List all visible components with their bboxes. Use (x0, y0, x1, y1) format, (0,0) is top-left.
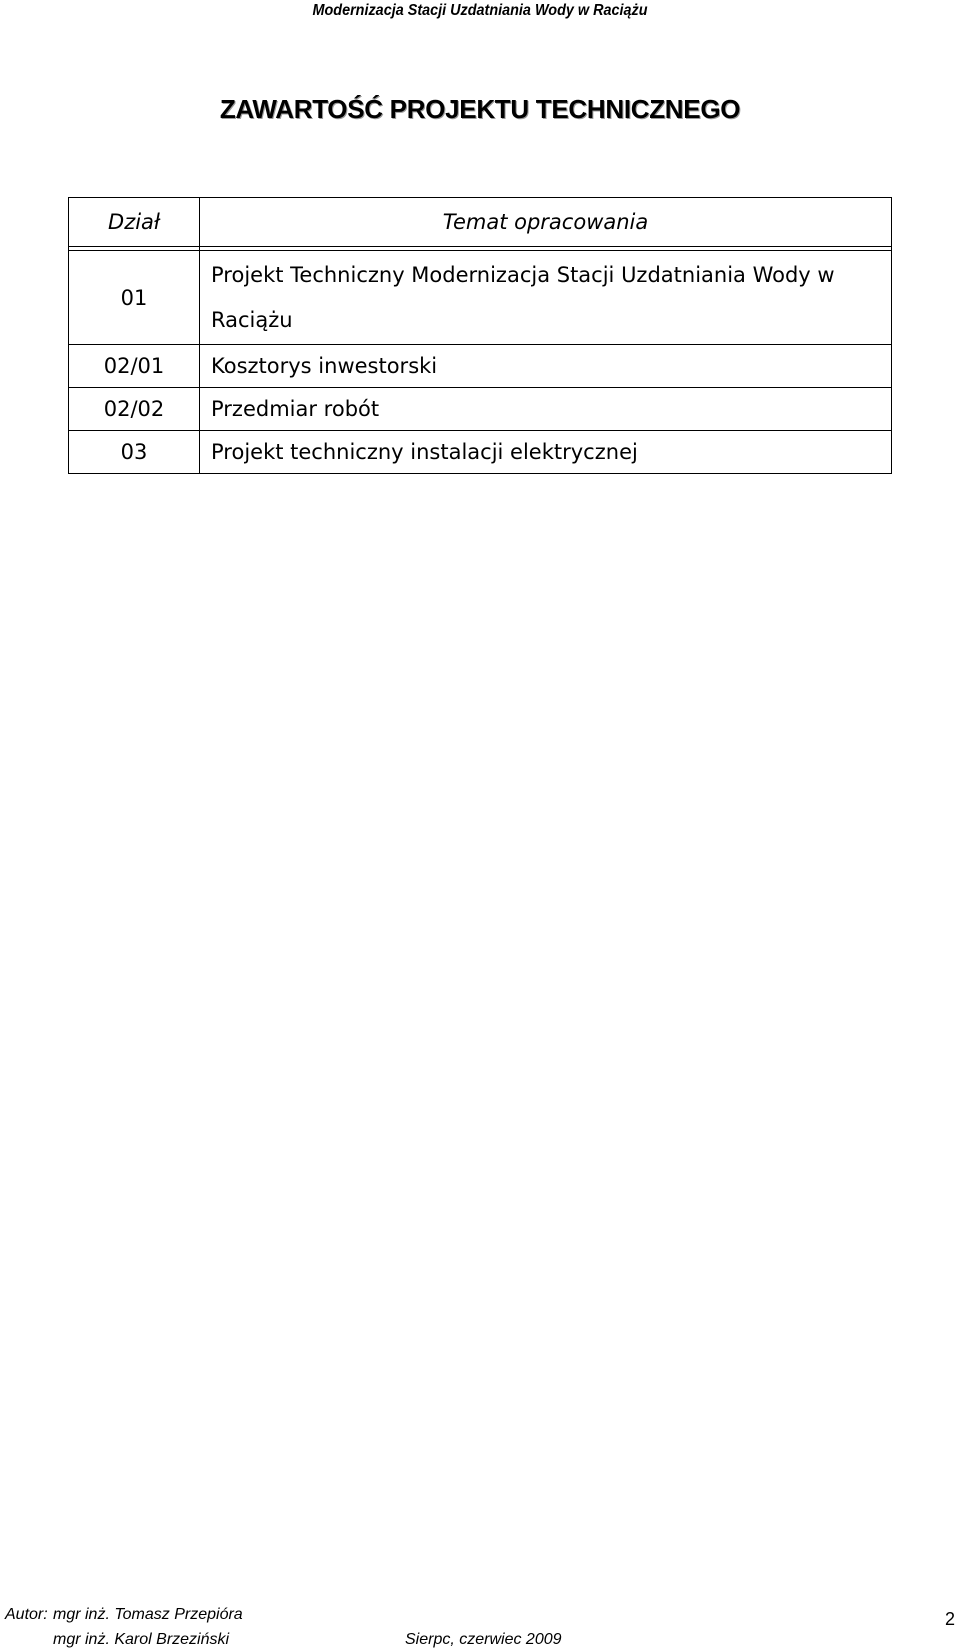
section-code: 02/01 (69, 345, 200, 388)
section-topic: Przedmiar robót (200, 388, 892, 431)
table-row (69, 388, 892, 431)
section-code: 03 (69, 431, 200, 474)
page-footer (0, 1603, 960, 1650)
table-header-row (69, 198, 892, 247)
footer-author-2: mgr inż. Karol Brzeziński (53, 1631, 230, 1648)
footer-author-1: mgr inż. Tomasz Przepióra (53, 1606, 243, 1623)
contents-table (68, 197, 892, 474)
table-row (69, 251, 892, 345)
running-header: Modernizacja Stacji Uzdatniania Wody w Raciążu (312, 2, 648, 19)
page-number: 2 (944, 1609, 955, 1629)
section-topic: Projekt Techniczny Modernizacja Stacji Uzdatniania Wody w Raciążu (200, 251, 892, 345)
footer-author-label: Autor: (5, 1606, 48, 1623)
column-header-section: Dział (69, 198, 200, 247)
section-code: 02/02 (69, 388, 200, 431)
document-title: ZAWARTOŚĆ PROJEKTU TECHNICZNEGO (219, 94, 741, 124)
section-topic: Kosztorys inwestorski (200, 345, 892, 388)
section-topic: Projekt techniczny instalacji elektrycznej (200, 431, 892, 474)
table-row (69, 345, 892, 388)
column-header-topic: Temat opracowania (200, 198, 892, 247)
footer-place-date: Sierpc, czerwiec 2009 (405, 1631, 562, 1648)
table-row (69, 431, 892, 474)
section-code: 01 (69, 251, 200, 345)
